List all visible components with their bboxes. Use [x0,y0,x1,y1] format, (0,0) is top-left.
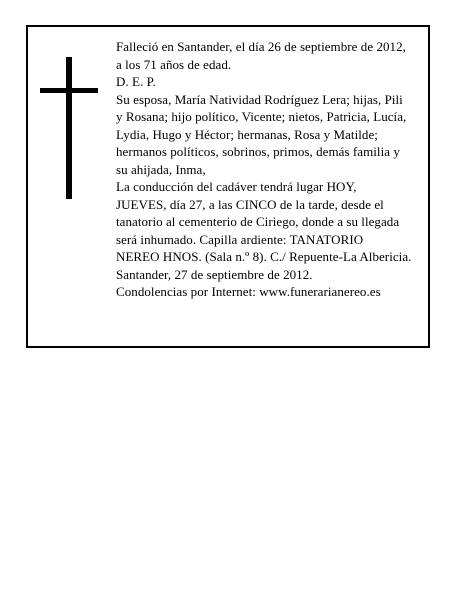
obituary-notice [26,25,430,348]
cross-vertical-bar [66,57,72,199]
text-line: Su esposa, María Natividad Rodríguez Lera; hijas, Pili [116,91,403,107]
obituary-text [116,38,428,301]
cross-icon [40,57,98,199]
text-line: y Rosana; hijo político, Vicente; nietos, Patricia, Lucía, [116,109,407,124]
text-line: La conducción del cadáver tendrá lugar HOY, [116,179,357,194]
text-line: Falleció en Santander, el día 26 de septiembre de 2012, [116,39,406,54]
text-line: su ahijada, Inma, [116,161,206,177]
cross-horizontal-bar [40,88,98,93]
text-line: Santander, 27 de septiembre de 2012. [116,266,313,282]
text-line: Lydia, Hugo y Héctor; hermanas, Rosa y Matilde; [116,126,378,142]
text-line: JUEVES, día 27, a las CINCO de la tarde, desde el [116,196,384,212]
text-line: hermanos políticos, sobrinos, primos, demás familia y [116,144,400,159]
text-line: Condolencias por Internet: www.funerarianereo.es [116,284,381,299]
text-line: a los 71 años de edad. [116,56,232,72]
text-line: NEREO HNOS. (Sala n.º 8). C./ Repuente-La Albericia. [116,249,412,264]
text-line: tanatorio al cementerio de Ciriego, donde a su llegada [116,214,400,229]
text-line: D. E. P. [116,74,156,89]
text-line: será inhumado. Capilla ardiente: TANATORIO [116,231,364,247]
